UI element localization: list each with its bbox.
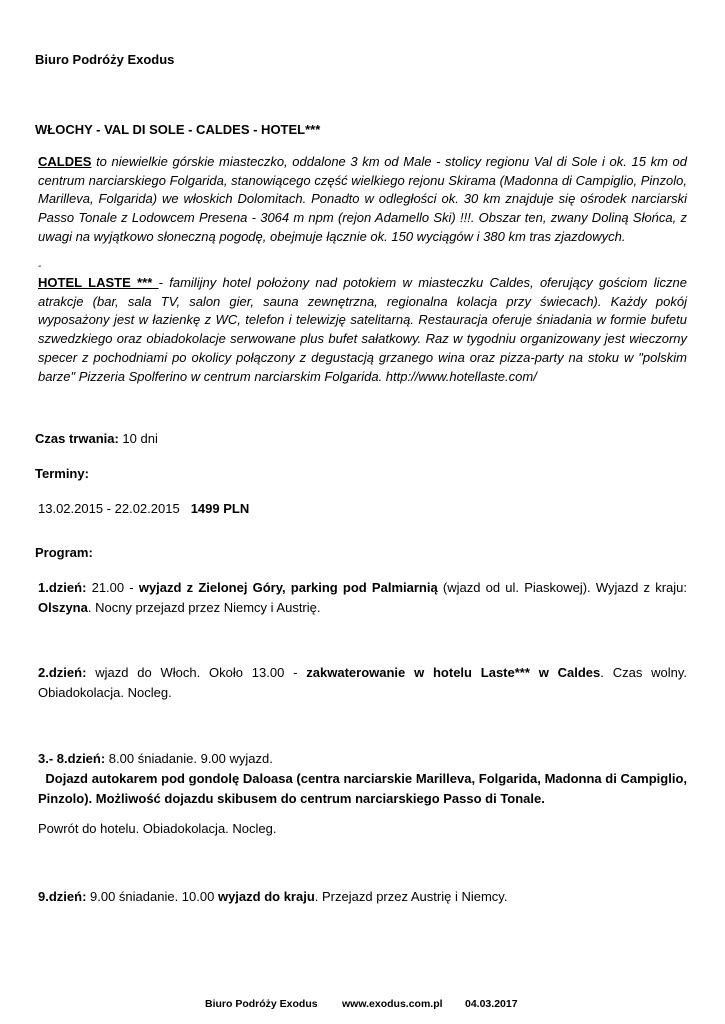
day9-paragraph [38,887,687,907]
terms-dates: 13.02.2015 - 22.02.2015 [38,501,180,516]
caldes-text: to niewielkie górskie miasteczko, oddalone 3 km od Male - stolicy regionu Val di Sole i ok. 15 km od centrum narciarskiego Folgarida, stanowiącego część wielkiego rejonu Skirama (Madonna di Campiglio, Pinzolo, Marilleva, Folgarida) we włoskich Dolomitach. Ponadto w odległości ok. 30 km znajduje się ośrodek narciarski Passo Tonale z Lodowcem Presena - 3064 m npm (rejon Adamello Ski) !!!. Obszar ten, zwany Doliną Słońca, z uwagi na wyjątkowo słoneczną pogodę, obejmuje łącznie ok. 150 wyciągów i 380 km tras zjazdowych. [38,154,687,244]
day3-paragraph [38,749,691,809]
day1-bold-1: wyjazd z Zielonej Góry, parking pod Palmiarnią [138,580,438,595]
day2-paragraph [38,663,687,703]
terms-price: 1499 PLN [190,501,250,516]
day3-bold-1: Dojazd autokarem pod gondolę Daloasa (centra narciarskie Marilleva, Folgarida, Madonna di Campiglio, Pinzolo). Możliwość dojazdu skibusem do centrum narciarskiego Passo di Tonale. [38,771,691,806]
day9-text-2: . Przejazd przez Austrię i Niemcy. [314,889,508,904]
terms-label: Terminy: [35,466,89,481]
hotel-text: - familijny hotel położony nad potokiem w miasteczku Caldes, oferujący gościom liczne atrakcje (bar, sala TV, salon gier, sauna zewnętrzna, regionalna kolacja przy świecach). Każdy pokój wyposażony jest w łazienkę z WC, telefon i telewizję satelitarną. Restauracja oferuje śniadania w formie bufetu szwedzkiego oraz obiadokolacje serwowane plus bufet sałatkowy. Raz w tygodniu organizowany jest wieczorny specer z pochodniami po okolicy połączony z degustacją grzanego wina oraz pizza-party na stoku w "polskim barze" Pizzeria Spolferino w centrum narciarskim Folgarida. http://www.hotellaste.com/ [38,275,687,384]
day9-text-1: 9.00 śniadanie. 10.00 [86,889,218,904]
day9-label: 9.dzień: [38,889,87,904]
footer-website[interactable]: www.exodus.com.pl [342,998,443,1010]
caldes-lead: CALDES [38,154,92,169]
day1-label: 1.dzień: [38,580,87,595]
footer-company: Biuro Podróży Exodus [205,998,318,1010]
day2-label: 2.dzień: [38,665,87,680]
duration-line [35,431,158,446]
day1-bold-2: Olszyna [38,600,88,615]
header-company: Biuro Podróży Exodus [35,52,175,67]
day1-text-3: . Nocny przejazd przez Niemcy i Austrię. [87,600,321,615]
caldes-paragraph [38,153,687,247]
footer-date: 04.03.2017 [465,998,518,1010]
day1-text-2: (wjazd od ul. Piaskowej). Wyjazd z kraju: [437,580,687,595]
duration-value: 10 dni [118,431,158,446]
day3-return: Powrót do hotelu. Obiadokolacja. Nocleg. [38,821,277,836]
day2-text-2: . Czas wolny. Obiadokolacja. Nocleg. [38,665,688,700]
terms-line [38,501,249,516]
hotel-lead: HOTEL LASTE *** [38,275,159,290]
program-label: Program: [35,545,93,560]
day2-text-1: wjazd do Włoch. Około 13.00 - [86,665,307,680]
day1-text-1: 21.00 - [86,580,139,595]
day3-text-1: 8.00 śniadanie. 9.00 wyjazd. [105,751,273,766]
day1-paragraph [38,578,687,618]
page-title: WŁOCHY - VAL DI SOLE - CALDES - HOTEL*** [35,122,321,137]
day2-bold-1: zakwaterowanie w hotelu Laste*** w Caldes [306,665,601,680]
day3-label: 3.- 8.dzień: [38,751,106,766]
hotel-paragraph [38,274,687,386]
duration-label: Czas trwania: [35,431,119,446]
separator-dash: - [38,261,42,272]
day9-bold-1: wyjazd do kraju [217,889,315,904]
